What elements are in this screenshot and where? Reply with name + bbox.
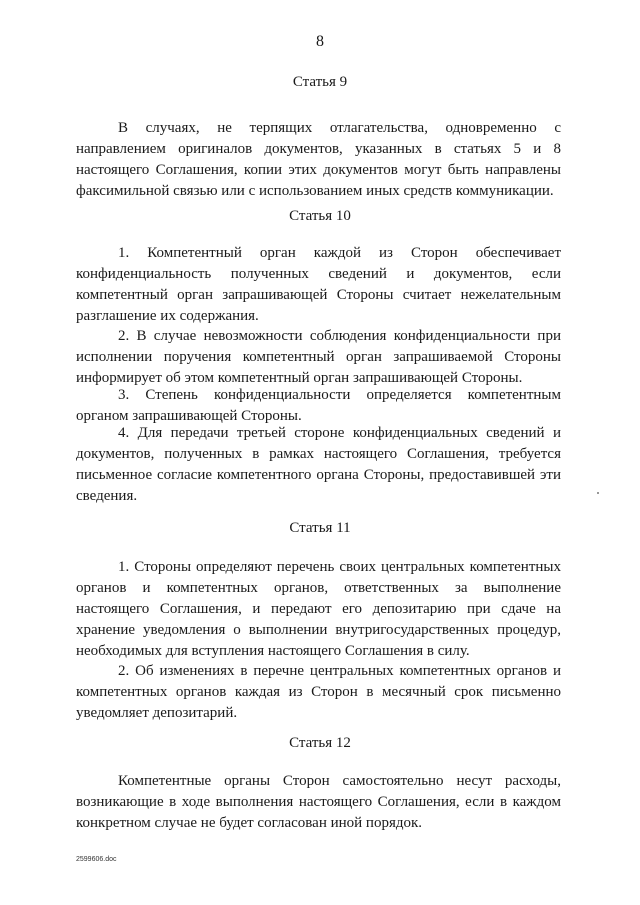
article-9-heading: Статья 9: [292, 74, 348, 90]
footer-filename: 2599606.doc: [76, 856, 117, 863]
article-10-paragraph-2: 2. В случае невозможности соблюдения конфиденциальности при исполнении поручения компетентный орган запрашиваемой Стороны информирует об этом компетентный орган запрашивающей Стороны.: [76, 328, 561, 386]
article-10-paragraph-4: 4. Для передачи третьей стороне конфиденциальных сведений и документов, полученных в рамках настоящего Соглашения, требуется письменное согласие компетентного органа Стороны, предоставившей эти сведения.: [76, 425, 561, 504]
article-12-paragraph-1: Компетентные органы Сторон самостоятельно несут расходы, возникающие в ходе выполнения настоящего Соглашения, если в каждом конкретном случае не будет согласован иной порядок.: [76, 773, 561, 831]
article-12-heading: Статья 12: [289, 735, 351, 751]
article-10-heading: Статья 10: [289, 208, 351, 224]
page-number: 8: [316, 33, 324, 50]
article-11-paragraph-2: 2. Об изменениях в перечне центральных компетентных органов и компетентных органов каждая из Сторон в месячный срок письменно уведомляет депозитарий.: [76, 663, 561, 721]
article-11-paragraph-1: 1. Стороны определяют перечень своих центральных компетентных органов и компетентных органов, ответственных за выполнение настоящего Соглашения, и передают его депозитарию при сдаче на хранение уведомления о выполнении внутригосударственных процедур, необходимых для вступления настоящего Соглашения в силу.: [76, 559, 561, 659]
article-10-paragraph-1: 1. Компетентный орган каждой из Сторон обеспечивает конфиденциальность полученных сведений и документов, если компетентный орган запрашивающей Стороны считает нежелательным разглашение их содержания.: [76, 245, 561, 324]
article-11-heading: Статья 11: [289, 520, 351, 536]
article-9-paragraph-1: В случаях, не терпящих отлагательства, одновременно с направлением оригиналов документов, указанных в статьях 5 и 8 настоящего Соглашения, копии этих документов могут быть направлены факсимильной связью или с использованием иных средств коммуникации.: [76, 120, 561, 199]
article-10-paragraph-3: 3. Степень конфиденциальности определяется компетентным органом запрашивающей Стороны.: [76, 387, 561, 424]
scan-speck: [597, 492, 599, 494]
